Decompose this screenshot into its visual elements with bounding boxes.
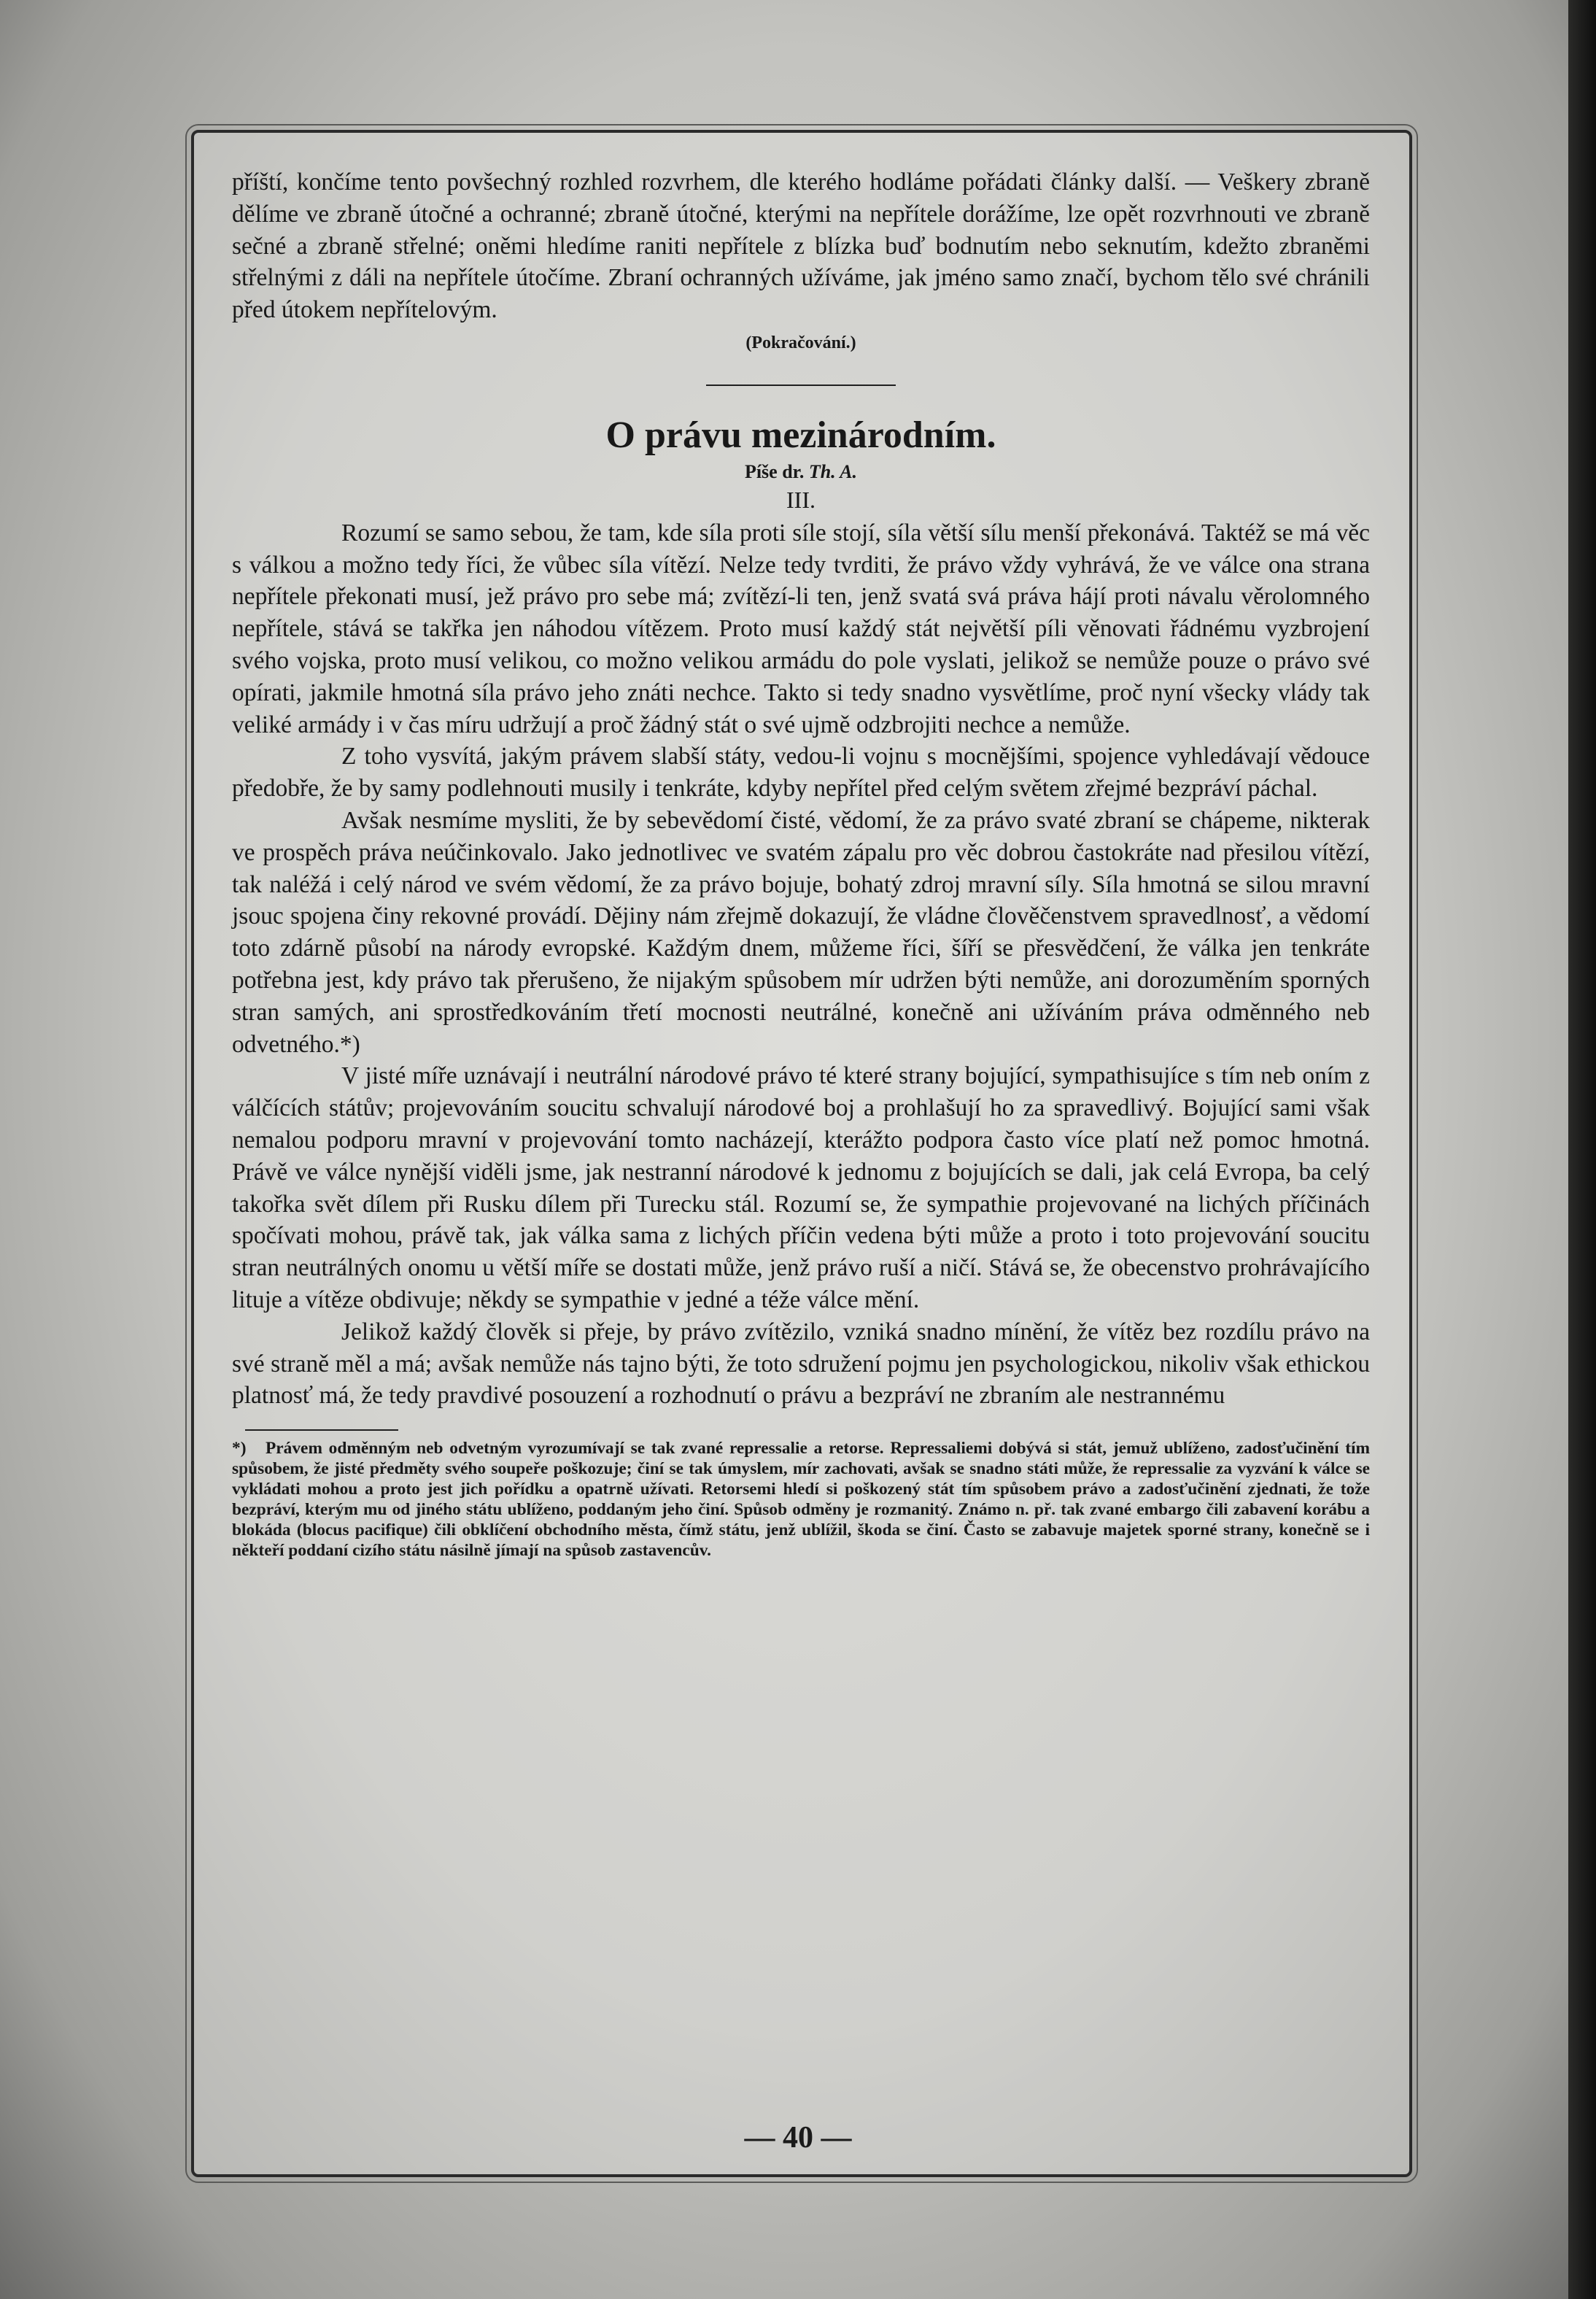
section-number: III. <box>786 486 816 513</box>
footnote-mark: *) <box>232 1439 247 1458</box>
article-paragraph: Avšak nesmíme mysliti, že by sebevědomí čisté, vědomí, že za právo svaté zbraní se chápeme, nikterak ve prospěch práva neúčinkovalo. Jako jednotlivec ve svatém zápalu pro věc dobrou častokráte nad přesilou vítězí, tak naléžá i celý národ ve svém vědomí, že za právo bojuje, bohatý zdroj mravní síly. Síla hmotná se silou mravní jsouc spojena činy rekovné provádí. Dějiny nám zřejmě dokazují, že vládne člověčenstvem spravedlnosť, a vědomí toto zdárně působí na národy evropské. Každým dnem, můžeme říci, šíří se přesvědčení, že válka jen tenkráte potřebna jest, kdy právo tak přerušeno, že nijakým spůsobem mír udržen býti nemůže, ani dorozuměním sporných stran samých, ani sprostředkováním třetí mocnosti neutrálné, konečně ani užíváním práva odměnného neb odvetného.*) <box>232 806 1370 1058</box>
article-paragraph: Jelikož každý člověk si přeje, by právo zvítězilo, vzniká snadno mínění, že vítěz bez rozdílu právo na své straně měl a má; avšak nemůže nás tajno býti, že toto sdružení pojmu jen psychologickou, nikoliv však ethickou platnosť má, že tedy pravdivé posouzení a rozhodnutí o právu a bezpráví ne zbraním ale nestrannému <box>232 1318 1370 1410</box>
article-paragraph: Rozumí se samo sebou, že tam, kde síla proti síle stojí, síla větší sílu menší překonává. Taktéž se má věc s válkou a možno tedy říci, že vůbec síla vítězí. Nelze tedy tvrditi, že právo vždy vyhrává, že ve válce ona strana nepřítele překonati musí, jež právo pro sebe má; zvítězí-li ten, jenž svatá svá práva hájí proti návalu věrolomného nepřítele, stává se takřka jen náhodou vítězem. Proto musí každý stát největší píli věnovati řádnému vyzbrojení svého vojska, proto musí velikou, co možno velikou armádu do pole vyslati, jelikož se nemůže pouze o právo své opírati, jakmile hmotná síla právo jeho znáti nechce. Takto si tedy snadno vysvětlíme, proč nyní všecky vlády tak veliké armády i v čas míru udržují a proč žádný stát o své ujmě odzbrojiti nechce a nemůže. <box>232 519 1370 738</box>
footnote-divider <box>245 1429 398 1431</box>
page-number: — 40 — <box>744 2121 852 2155</box>
byline-author: Th. A. <box>808 460 858 482</box>
footnote-text: Právem odměnným neb odvetným vyrozumívají se tak zvané repressalie a retorse. Repressaliemi dobývá si stát, jemuž ublíženo, zadosťučinění tím spůsobem, že jisté předměty svého soupeře poškozuje; činí se tak úmyslem, mír zachovati, avšak se snadno státi může, že repressalie za vyzvání k válce se vykládati mohou a proto jest jich pořídku a opatrně užívati. Retorsemi hledí si poškozený stát tím spůsobem právo a zadosťučinění zjednati, že tože bezpráví, kterým mu od jiného státu ublíženo, poddaným jeho činí. Spůsob odměny je rozmanitý. Známo n. př. tak zvané embargo čili zabavení korábu a blokáda (blocus pacifique) čili obklíčení obchodního města, čímž státu, jenž ublížil, škoda se činí. Často se zabavuje majetek sporné strany, konečně se i někteří poddaní cizího státu násilně jímají na spůsob zastavencův. <box>232 1439 1370 1561</box>
page-content <box>232 166 1370 1561</box>
top-paragraph: příští, končíme tento povšechný rozhled rozvrhem, dle kterého hodláme pořádati články další. — Veškery zbraně dělíme ve zbraně útočné a ochranné; zbraně útočné, kterými na nepřítele dorážíme, lze opět rozvrhnouti ve zbraně sečné a zbraně střelné; oněmi hledíme raniti nepřítele z blízka buď bodnutím nebo seknutím, kdežto zbraněmi střelnými z dáli na nepřítele útočíme. Zbraní ochranných užíváme, jak jméno samo značí, bychom tělo své chránili před útokem nepřítelovým. <box>232 169 1370 324</box>
byline-prefix: Píše dr. <box>744 460 805 482</box>
page-edge-shadow <box>1568 0 1596 2299</box>
continuation-note: (Pokračování.) <box>745 333 856 352</box>
footnote <box>232 1438 1370 1561</box>
article-paragraph: V jisté míře uznávají i neutrální národové právo té které strany bojující, sympathisujíce s tím neb oním z válčících státův; projevováním soucitu schvalují národové boj a prohlašují ho za spravedlivý. Bojující sami však nemalou podporu mravní v projevování tomto nacházejí, kterážto podpora často více platí než pomoc hmotná. Právě ve válce nynější viděli jsme, jak nestranní národové k jednomu z bojujících se dali, jak celá Evropa, ba celý takořka svět dílem při Rusku dílem při Turecku stál. Rozumí se, že sympathie projevované na lichých příčinách spočívati mohou, právě tak, jak válka sama z lichých příčin vedena býti může a proto i toto projevování soucitu stran neutrálných onomu u větší míře se dostati může, jenž právo ruší a ničí. Stává se, že obecenstvo prohrávajícího lituje a vítěze obdivuje; někdy se sympathie v jedné a téže válce mění. <box>232 1062 1370 1313</box>
article-paragraph: Z toho vysvítá, jakým právem slabší státy, vedou-li vojnu s mocnějšími, spojence vyhledávají vědouce předobře, že by samy podlehnouti musily i tenkráte, kdyby nepřítel před celým světem zřejmé bezpráví páchal. <box>232 743 1370 803</box>
article-byline <box>232 460 1370 484</box>
article-title: O právu mezinárodním. <box>605 414 996 456</box>
section-divider <box>706 385 896 386</box>
